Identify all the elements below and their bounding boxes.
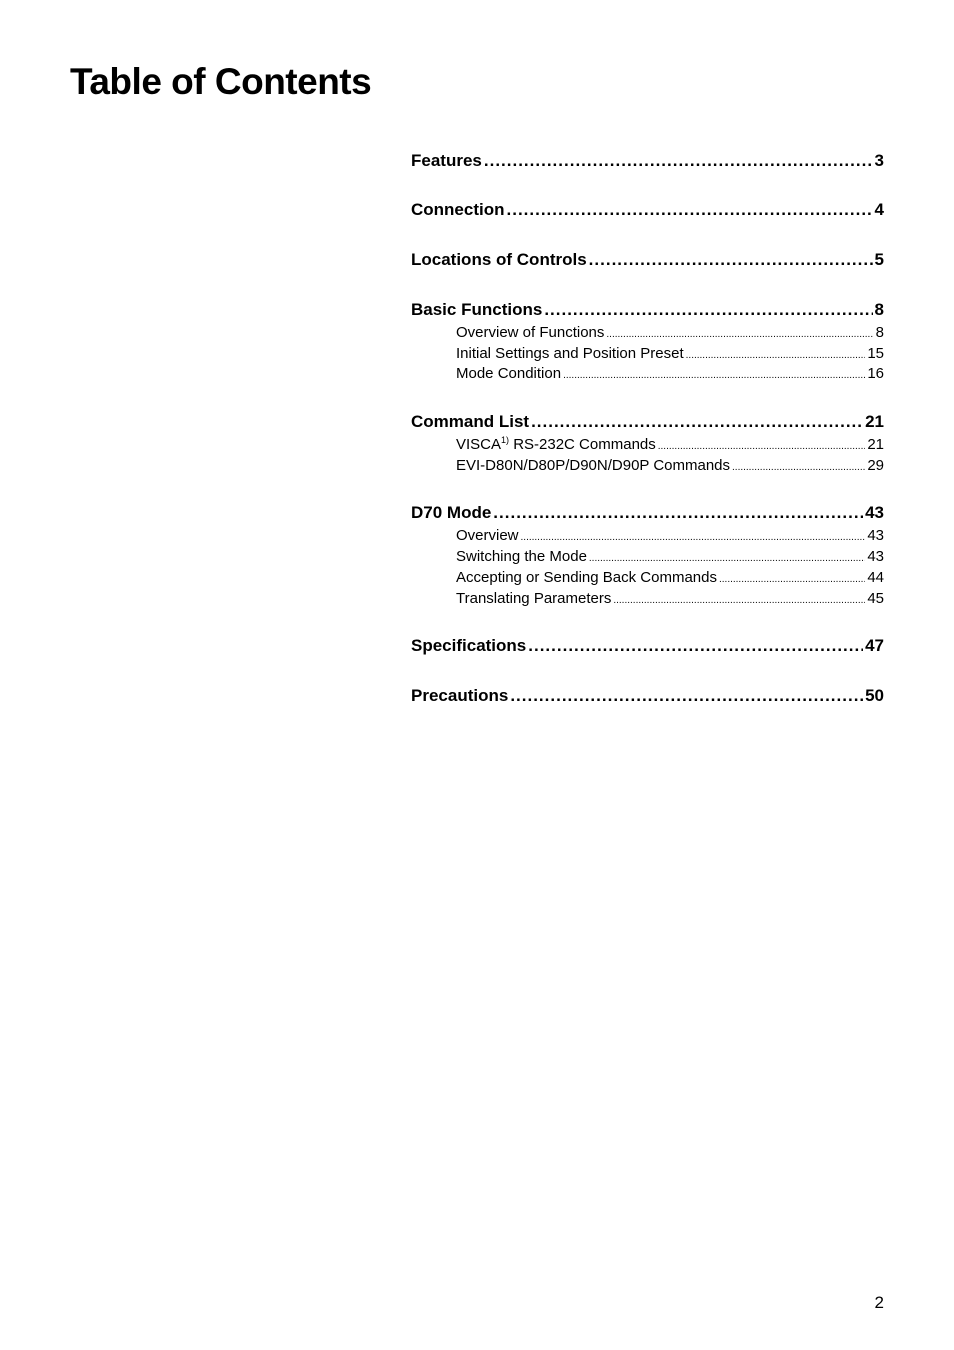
toc-subentry-page: 43 [867, 548, 884, 565]
toc-subentry-label: Switching the Mode [456, 548, 587, 565]
dot-leader [686, 346, 866, 366]
toc-subentry-page: 16 [867, 365, 884, 382]
toc-entry-label: D70 Mode [411, 503, 492, 522]
toc-subentry-accepting-commands[interactable] [456, 568, 884, 588]
toc-entry-features[interactable] [411, 150, 884, 172]
toc-subentry-label: Overview [456, 527, 519, 544]
toc-entry-page: 43 [865, 503, 884, 522]
footnote-marker: 1) [501, 435, 510, 445]
toc-entry-label: Precautions [411, 686, 509, 705]
dot-leader [613, 591, 865, 611]
toc-entry-page: 4 [874, 200, 884, 219]
toc-subentry-label: Mode Condition [456, 365, 562, 382]
toc-subentry-page: 29 [867, 457, 884, 474]
toc-subentry-page: 15 [867, 345, 884, 362]
dot-leader [606, 325, 873, 345]
dot-leader [658, 437, 866, 457]
page-number: 2 [874, 1293, 884, 1312]
toc-subentry-translating-parameters[interactable] [456, 589, 884, 609]
visca-label-suffix: RS-232C Commands [509, 436, 656, 453]
toc-entry-d70-mode[interactable] [411, 502, 884, 524]
toc-subentry-overview[interactable] [456, 526, 884, 546]
toc-entry-specifications[interactable] [411, 635, 884, 657]
toc-entry-page: 50 [865, 686, 884, 705]
toc-entry-basic-functions[interactable] [411, 299, 884, 321]
toc-subentry-page: 43 [867, 527, 884, 544]
page-title: Table of Contents [70, 61, 372, 102]
toc-subentry-switching-the-mode[interactable] [456, 547, 884, 567]
dot-leader [589, 249, 873, 271]
dot-leader [521, 528, 866, 548]
toc-subentry-page: 21 [867, 436, 884, 453]
toc-subentry-label: Accepting or Sending Back Commands [456, 569, 717, 586]
visca-label: VISCA [456, 436, 502, 453]
toc-subentry-label: Initial Settings and Position Preset [456, 345, 684, 362]
toc-entry-page: 5 [874, 250, 884, 269]
toc-entry-connection[interactable] [411, 199, 884, 221]
toc-entry-label: Features [411, 151, 482, 170]
toc-subentry-evi-commands[interactable] [456, 456, 884, 476]
dot-leader [719, 570, 865, 590]
toc-entry-label: Specifications [411, 636, 527, 655]
toc-subentry-page: 45 [867, 590, 884, 607]
dot-leader [563, 366, 865, 386]
dot-leader [510, 685, 863, 707]
dot-leader [484, 150, 873, 172]
toc-subentry-label [456, 435, 656, 455]
toc-subentry-overview-of-functions[interactable] [456, 323, 884, 343]
toc-subentry-mode-condition[interactable] [456, 364, 884, 384]
toc-subentry-label: Overview of Functions [456, 324, 605, 341]
toc-subentry-page: 44 [867, 569, 884, 586]
dot-leader [507, 199, 873, 221]
toc-entry-page: 21 [865, 412, 884, 431]
toc-subentry-label: Translating Parameters [456, 590, 612, 607]
toc-entry-page: 3 [874, 151, 884, 170]
toc-subentry-visca-commands[interactable] [456, 435, 884, 455]
toc-entry-page: 47 [865, 636, 884, 655]
dot-leader [528, 635, 863, 657]
dot-leader [732, 458, 865, 478]
toc-subentry-initial-settings[interactable] [456, 344, 884, 364]
toc-entry-label: Locations of Controls [411, 250, 587, 269]
toc-subentry-page: 8 [875, 324, 884, 341]
toc-entry-page: 8 [874, 300, 884, 319]
toc-entry-precautions[interactable] [411, 685, 884, 707]
toc-entry-command-list[interactable] [411, 411, 884, 433]
toc-subentry-label: EVI-D80N/D80P/D90N/D90P Commands [456, 457, 731, 474]
dot-leader [493, 502, 863, 524]
dot-leader [589, 549, 865, 569]
toc-entry-label: Command List [411, 412, 530, 431]
toc-entry-label: Connection [411, 200, 505, 219]
toc-entry-locations-of-controls[interactable] [411, 249, 884, 271]
toc-entry-label: Basic Functions [411, 300, 543, 319]
dot-leader [531, 411, 863, 433]
dot-leader [544, 299, 872, 321]
